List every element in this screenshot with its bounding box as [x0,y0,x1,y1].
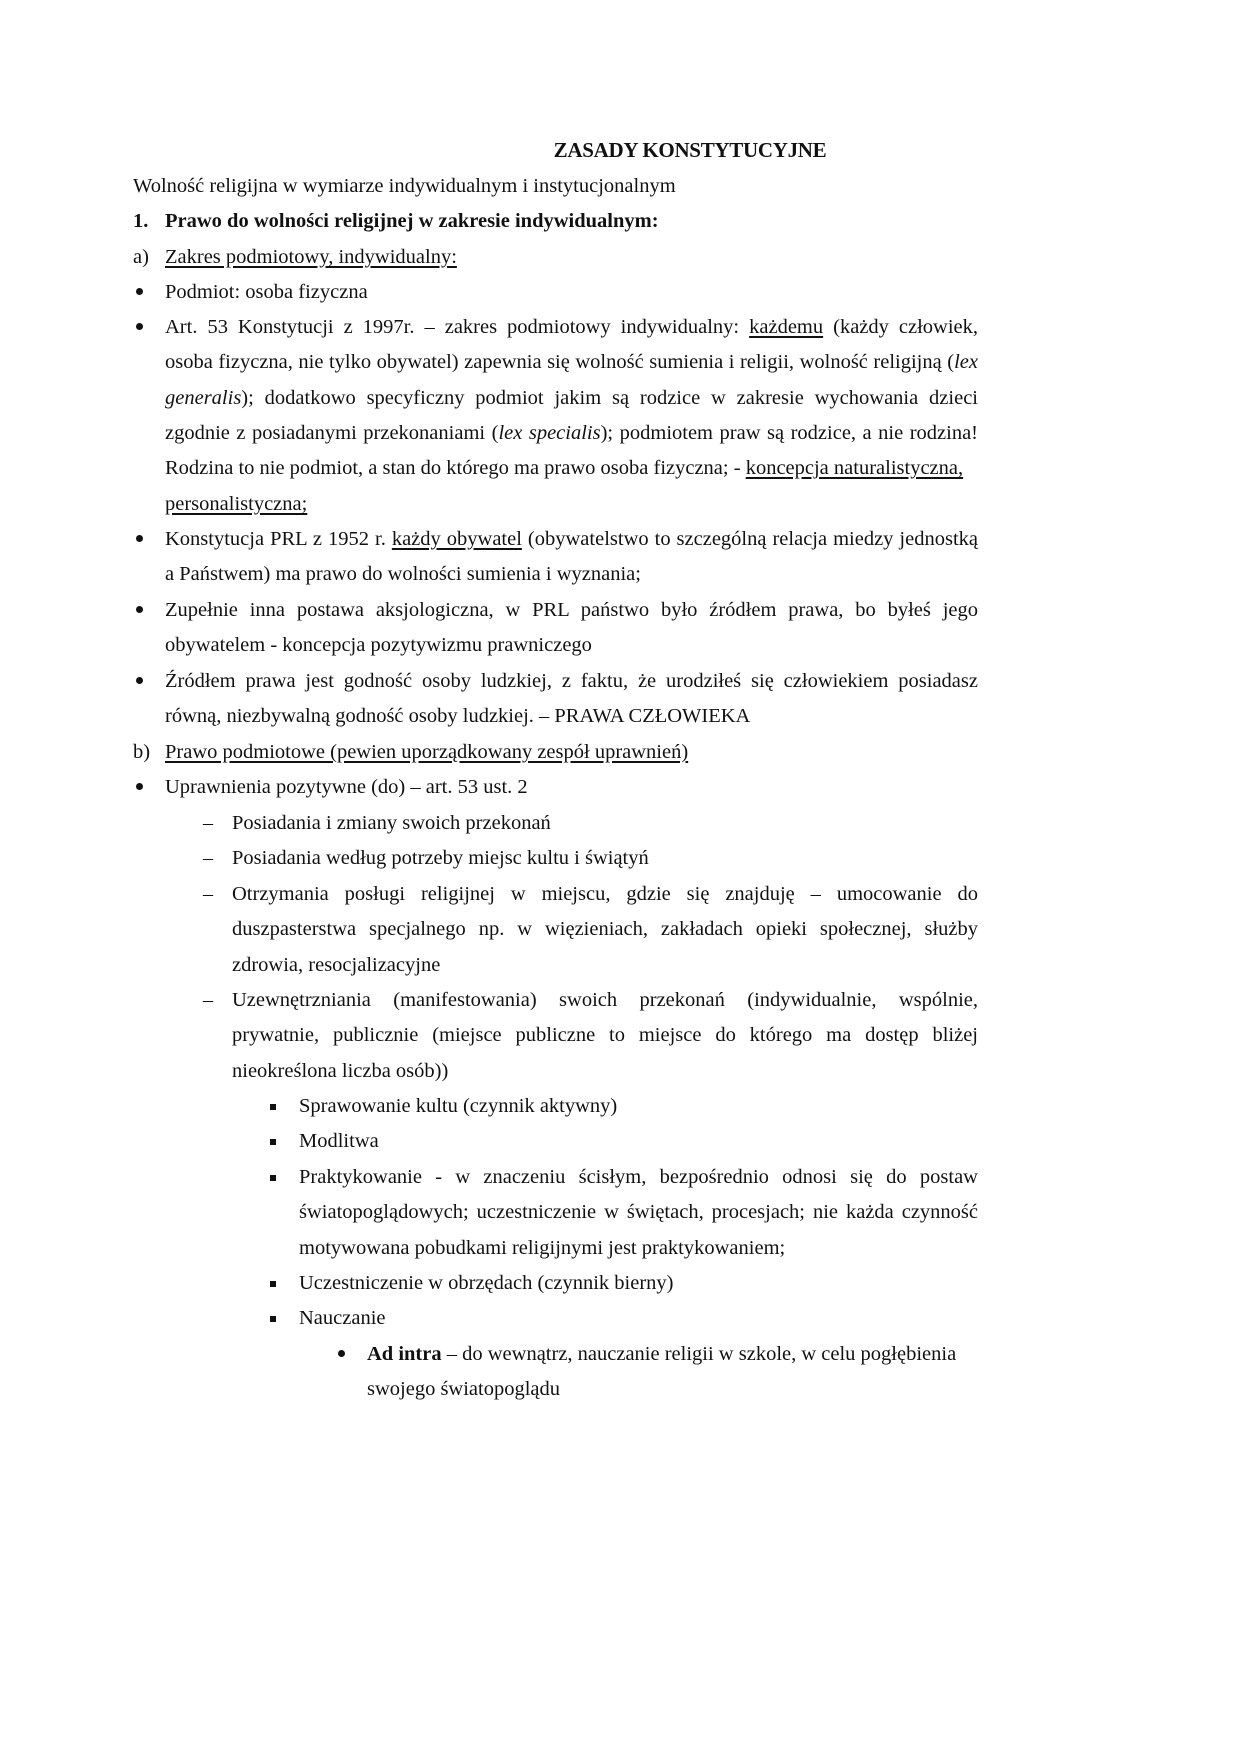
dash-item-text: zdrowia, resocjalizacyjne [232,954,441,976]
square-bullet-icon [270,1139,276,1145]
square-bullet-icon [270,1104,276,1110]
bullet-text-line [165,527,978,551]
bullet-text-line [165,386,978,410]
ad-intra-text: swojego światopoglądu [367,1378,561,1400]
bullet-icon [136,606,143,613]
document-title: ZASADY KONSTYTUCYJNE [553,138,827,162]
dash-item-text: nieokreślona liczba osób)) [232,1060,449,1082]
text: ); dodatkowo specyficzny podmiot jakim są rodzice w zakresie wychowania dzieci [241,387,978,409]
bullet-text-line [165,350,978,374]
dash-icon: – [203,812,213,834]
text: Konstytucja PRL z 1952 r. [165,528,392,550]
bullet-icon [136,288,143,295]
subsection-a-heading: Zakres podmiotowy, indywidualny: [165,246,457,268]
bullet-text-line [165,315,978,339]
subsection-a-marker: a) [133,246,149,268]
bullet-text: Podmiot: osoba fizyczna [165,281,368,303]
bullet-text-line: równą, niezbywalną godność osoby ludzkiej. – PRAWA CZŁOWIEKA [165,705,751,727]
text: ); podmiotem praw są rodzice, a nie rodzina! [600,422,979,444]
bullet-icon [136,323,143,330]
dash-item-text: duszpasterstwa specjalnego np. w więzieniach, zakładach opieki społecznej, służby [232,918,978,940]
dash-item-text: Posiadania według potrzeby miejsc kultu i świątyń [232,847,649,869]
dash-icon: – [203,883,213,905]
dash-icon: – [203,989,213,1011]
text: osoba fizyczna, nie tylko obywatel) zapewnia się wolność sumienia i religii, wolność religijną ( [165,351,955,373]
subsection-b-heading: Prawo podmiotowe (pewien uporządkowany zespół uprawnień) [165,741,689,763]
emphasis-underlined: każdy obywatel [391,528,522,550]
ad-intra-text [367,1342,956,1366]
bullet-text-line: Zupełnie inna postawa aksjologiczna, w PRL państwo było źródłem prawa, bo byłeś jego [165,599,978,621]
section-heading: Prawo do wolności religijnej w zakresie indywidualnym: [165,210,659,232]
bullet-text-line: Źródłem prawa jest godność osoby ludzkiej, z faktu, że urodziłeś się człowiekiem posiadasz [165,670,978,692]
emphasis-italic: generalis [165,387,242,409]
emphasis-italic: lex specialis [498,422,601,444]
square-item-text: motywowana pobudkami religijnymi jest praktykowaniem; [299,1237,786,1259]
square-bullet-icon [270,1175,276,1181]
text: (obywatelstwo to szczególną relacja miedzy jednostką [521,528,978,550]
dash-item-text: prywatnie, publicznie (miejsce publiczne to miejsce do którego ma dostęp bliżej [232,1024,978,1046]
bullet-text-line: personalistyczna; [165,493,308,515]
bullet-text-line: a Państwem) ma prawo do wolności sumienia i wyznania; [165,563,641,585]
dash-item-text: Uzewnętrzniania (manifestowania) swoich przekonań (indywidualnie, wspólnie, [232,989,978,1011]
document-subtitle: Wolność religijna w wymiarze indywidualnym i instytucjonalnym [133,175,676,197]
bullet-icon [136,677,143,684]
bullet-text-line [165,421,978,445]
section-number: 1. [133,210,149,232]
text: Art. 53 Konstytucji z 1997r. – zakres podmiotowy indywidualny: [165,316,750,338]
square-item-text: światopoglądowych; uczestniczenie w świętach, procesjach; nie każda czynność [299,1201,978,1223]
square-item-text: Uczestniczenie w obrzędach (czynnik bierny) [299,1272,674,1294]
square-bullet-icon [270,1281,276,1287]
emphasis-underlined: każdemu [749,316,824,338]
text: Rodzina to nie podmiot, a stan do którego ma prawo osoba fizyczna; - [165,457,746,479]
bullet-icon [136,535,143,542]
dash-icon: – [203,847,213,869]
text: – do wewnątrz, nauczanie religii w szkole, w celu pogłębienia [441,1343,957,1365]
square-item-text: Praktykowanie - w znaczeniu ścisłym, bezpośrednio odnosi się do postaw [299,1166,978,1188]
bullet-text: Uprawnienia pozytywne (do) – art. 53 ust. 2 [165,776,528,798]
emphasis-italic: lex [954,351,978,373]
bullet-text-line: obywatelem - koncepcja pozytywizmu prawniczego [165,634,592,656]
ad-intra-term: Ad intra [367,1343,442,1365]
square-item-text: Nauczanie [299,1307,386,1329]
text: (każdy człowiek, [823,316,978,338]
bullet-icon [338,1350,345,1357]
square-bullet-icon [270,1316,276,1322]
square-item-text: Sprawowanie kultu (czynnik aktywny) [299,1095,618,1117]
dash-item-text: Otrzymania posługi religijnej w miejscu, gdzie się znajduję – umocowanie do [232,883,978,905]
square-item-text: Modlitwa [299,1130,379,1152]
emphasis-underlined: koncepcja naturalistyczna, [745,457,964,479]
text: zgodnie z posiadanymi przekonaniami ( [165,422,499,444]
bullet-text-line [165,456,963,480]
subsection-b-marker: b) [133,741,151,763]
bullet-icon [136,783,143,790]
dash-item-text: Posiadania i zmiany swoich przekonań [232,812,551,834]
